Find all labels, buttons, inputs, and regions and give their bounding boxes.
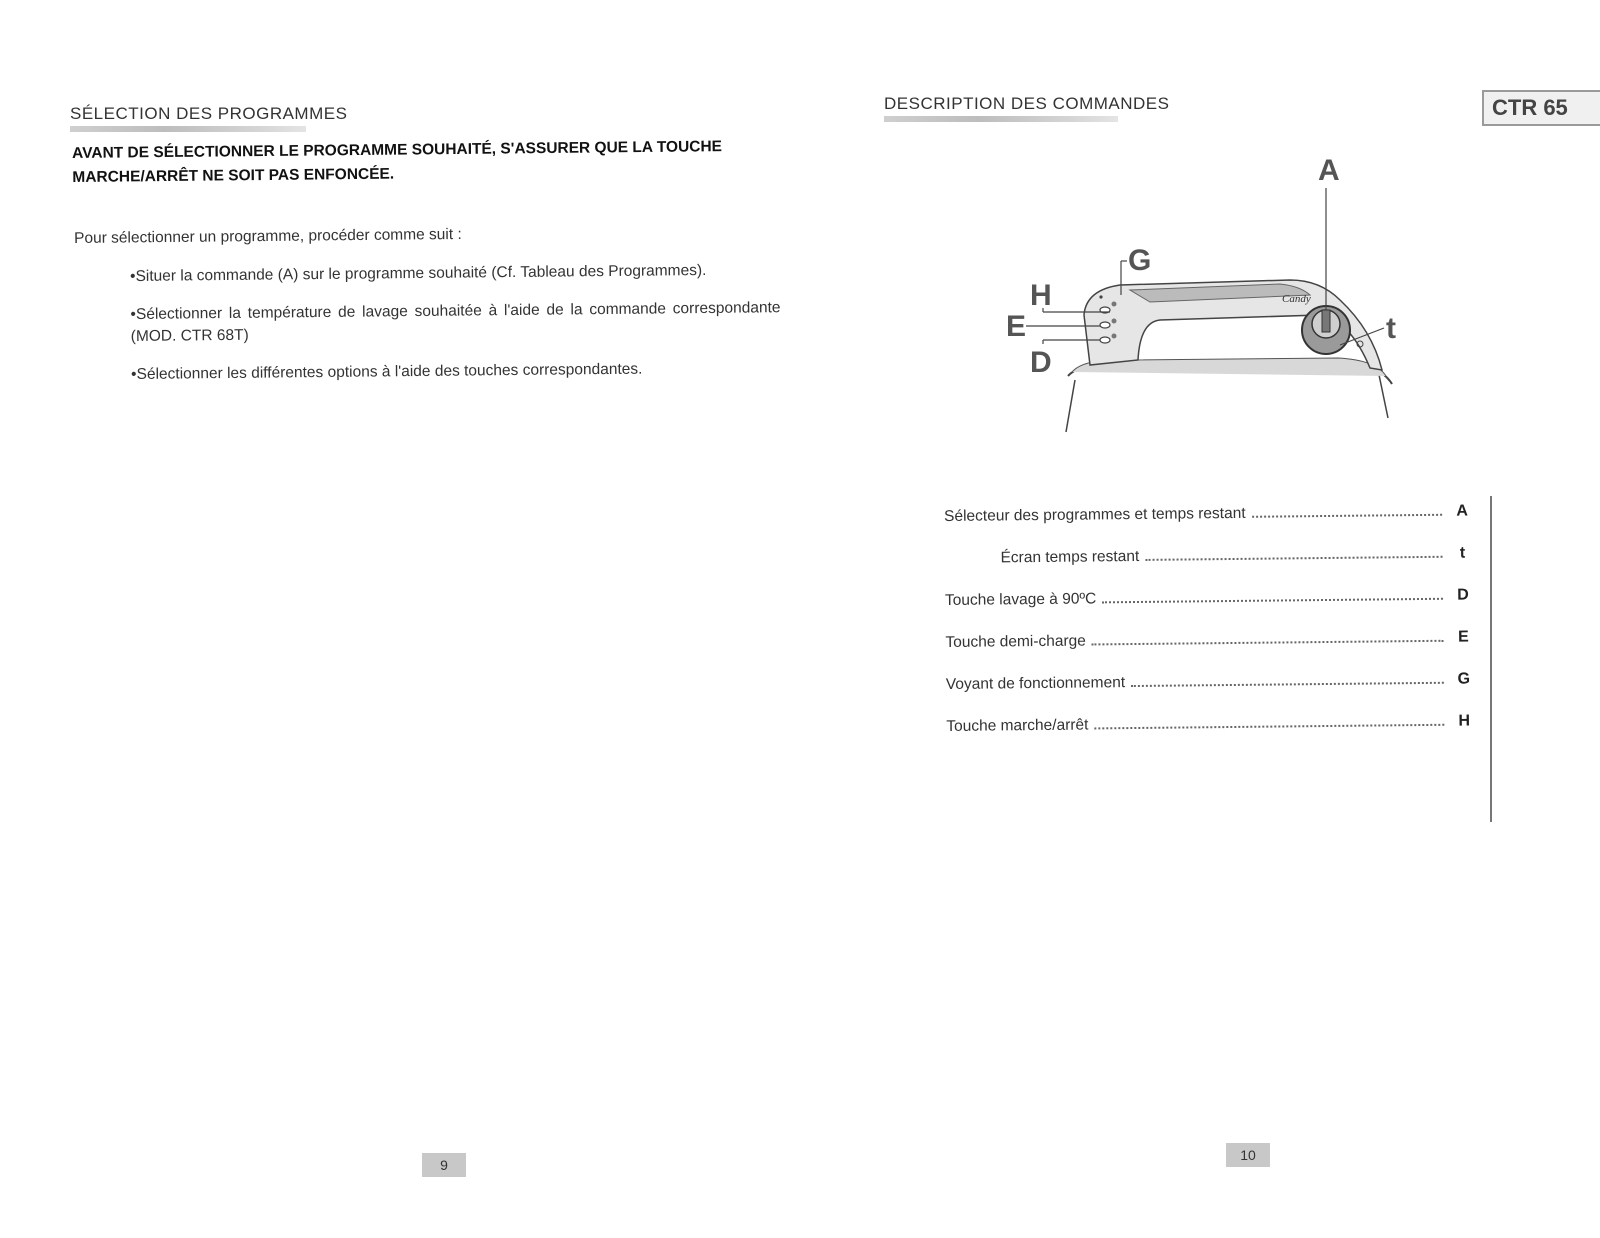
section-title-programmes: SÉLECTION DES PROGRAMMES <box>70 104 348 123</box>
callout-d: D <box>1030 346 1052 379</box>
legend-label: Écran temps restant <box>1000 547 1140 567</box>
leader-dots <box>1145 556 1442 561</box>
steps-list <box>130 259 781 402</box>
leader-dots <box>1131 682 1444 687</box>
legend-label: Voyant de fonctionnement <box>945 674 1126 693</box>
legend-key: G <box>1457 670 1471 688</box>
legend-label: Touche demi-charge <box>945 632 1086 651</box>
callout-t: t <box>1386 312 1396 345</box>
callout-h: H <box>1030 279 1052 312</box>
step-item: • Sélectionner la température de lavage souhaitée à l'aide de la commande correspondante (MOD. CTR 68T) <box>130 297 780 348</box>
legend-key: E <box>1457 628 1469 646</box>
intro-text: Pour sélectionner un programme, procéder comme suit : <box>74 225 462 247</box>
legend-label: Sélecteur des programmes et temps restant <box>944 504 1246 525</box>
legend-label: Touche lavage à 90ºC <box>944 590 1097 609</box>
leader-dots <box>1102 598 1443 604</box>
controls-legend <box>944 502 1477 760</box>
legend-row <box>945 586 1475 634</box>
warning-text: AVANT DE SÉLECTIONNER LE PROGRAMME SOUHAITÉ, S'ASSURER QUE LA TOUCHE MARCHE/ARRÊT NE SOIT PAS ENFONCÉE. <box>72 138 723 186</box>
step-item: • Sélectionner les différentes options à l'aide des touches correspondantes. <box>131 357 781 386</box>
legend-key: A <box>1456 502 1468 520</box>
callout-e: E <box>1006 310 1027 343</box>
control-panel-diagram <box>980 140 1420 440</box>
legend-key: t <box>1459 544 1466 562</box>
section-title-underline <box>70 126 306 132</box>
legend-row <box>945 628 1475 676</box>
leader-dots <box>1252 514 1442 518</box>
model-tab: CTR 65 <box>1482 90 1600 126</box>
section-title-underline <box>884 116 1118 122</box>
page-number-left: 9 <box>422 1153 466 1177</box>
legend-row <box>946 712 1476 760</box>
callout-g: G <box>1128 244 1152 277</box>
legend-row <box>946 670 1476 718</box>
brand-logo: Candy <box>1282 293 1311 305</box>
legend-label: Touche marche/arrêt <box>946 716 1089 735</box>
margin-rule <box>1490 496 1492 822</box>
leader-dots <box>1094 724 1444 730</box>
legend-key: D <box>1457 586 1469 604</box>
leader-dots <box>1092 640 1444 646</box>
legend-key: H <box>1458 712 1471 730</box>
right-page <box>860 0 1600 1238</box>
step-item: • Situer la commande (A) sur le programme souhaité (Cf. Tableau des Programmes). <box>130 259 780 288</box>
page-number-right: 10 <box>1226 1143 1270 1167</box>
legend-row <box>944 544 1474 592</box>
legend-row <box>944 502 1474 550</box>
section-title-commandes: DESCRIPTION DES COMMANDES <box>884 94 1170 113</box>
callout-a: A <box>1318 154 1340 187</box>
